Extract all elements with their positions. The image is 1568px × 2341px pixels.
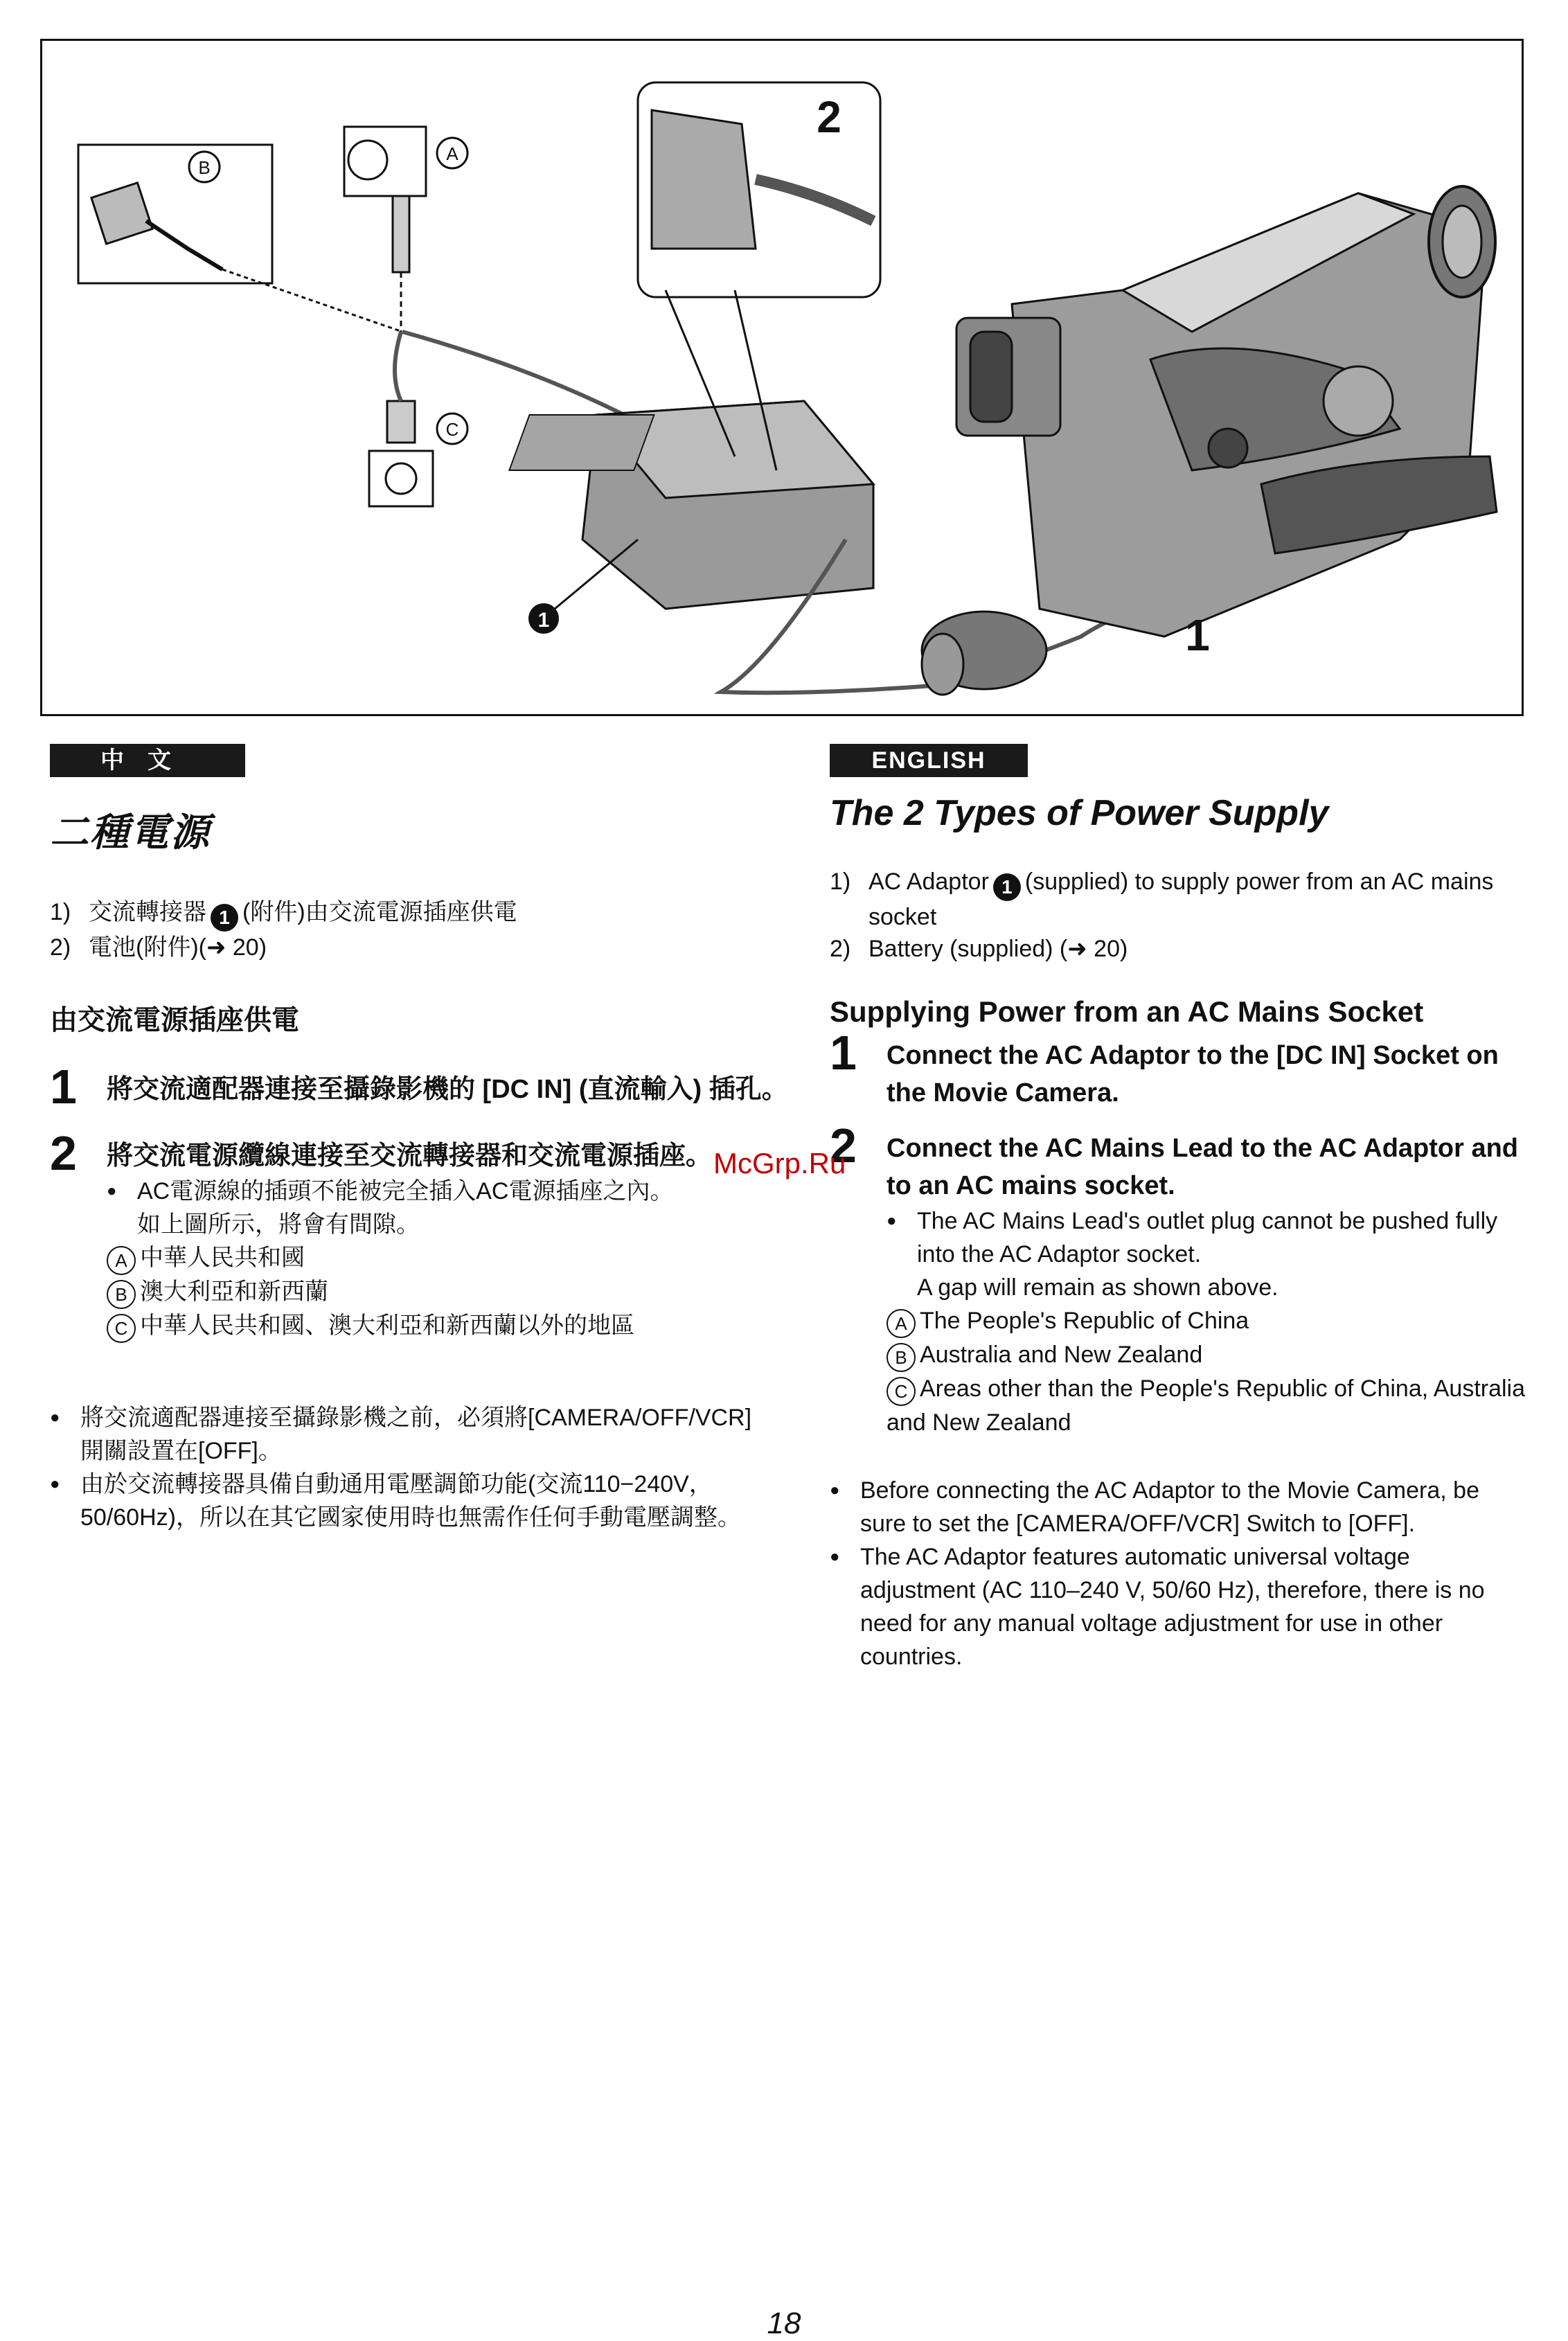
chinese-subhead: 由交流電源插座供電 [50,1005,299,1035]
list-item: ● Before connecting the AC Adaptor to the Movie Camera, be sure to set the [CAMERA/OFF/VCR] Switch to [OFF]. [830,1474,1529,1540]
plug-a-icon [344,127,426,332]
region-b: B 澳大利亞和新西蘭 [107,1275,791,1309]
region-a: A 中華人民共和國 [107,1241,791,1275]
list-item: ● AC電源線的插頭不能被完全插入AC電源插座之內。 如上圖所示，將會有間隙。 [107,1175,791,1241]
list-item: ● The AC Mains Lead's outlet plug cannot be pushed fully into the AC Adaptor socket. A gap will remain as shown above. [887,1204,1529,1304]
callout-2-number: 2 [817,92,841,142]
english-step-2-notes [830,1204,1529,1304]
adaptor-marker-number: 1 [537,609,550,632]
svg-text:C: C [445,419,459,440]
chinese-step-2-notes [50,1175,791,1241]
english-column [830,744,1529,1673]
illustration-frame [40,39,1524,716]
list-item: ● The AC Adaptor features automatic universal voltage adjustment (AC 110–240 V, 50/60 Hz), therefore, there is no need for any manual voltage adjustment for use in other countries. [830,1540,1529,1673]
connection-diagram [42,41,1522,714]
english-notes [830,1474,1529,1673]
english-title: The 2 Types of Power Supply [830,793,1329,833]
list-item: ● 由於交流轉接器具備自動通用電壓調節功能(交流110−240V，50/60Hz)，所以在其它國家使用時也無需作任何手動電壓調整。 [50,1468,770,1534]
circle-b-label [189,152,220,182]
plug-b-icon [78,145,272,283]
chinese-regions [50,1241,791,1343]
list-item: 2) Battery (supplied) (➜ 20) [830,936,1128,962]
circle-a-label [437,138,467,168]
chinese-step-2: 2 將交流電源纜線連接至交流轉接器和交流電源插座。 [50,1126,713,1180]
region-a: A The People's Republic of China [887,1304,1529,1338]
chinese-language-tab: 中文 [50,744,245,777]
english-step-2: 2 Connect the AC Mains Lead to the AC Adaptor and to an AC mains socket. [830,1119,1519,1200]
svg-text:B: B [198,157,211,178]
chinese-notes [50,1401,770,1534]
circle-c-label [437,413,467,444]
watermark-text: McGrp.Ru [713,1147,846,1180]
english-subhead: Supplying Power from an AC Mains Socket [830,995,1424,1028]
camcorder-illustration [956,186,1497,637]
list-item: 1) AC Adaptor 1 (supplied) to supply power from an AC mains socket [830,869,1494,930]
chinese-title: 二種電源 [50,810,211,854]
region-b: B Australia and New Zealand [887,1338,1529,1372]
english-step-1: 1 Connect the AC Adaptor to the [DC IN] Socket on the Movie Camera. [830,1026,1499,1107]
callout-1-number: 1 [1185,610,1210,660]
list-item: 1) 交流轉接器 1 (附件)由交流電源插座供電 [50,896,791,932]
chinese-step-1: 1 將交流適配器連接至攝錄影機的 [DC IN] (直流輸入) 插孔。 [50,1060,788,1114]
adaptor-marker-icon: 1 [993,873,1021,901]
list-item: 2) 電池(附件)(➜ 20) [50,934,267,961]
english-regions [830,1304,1529,1439]
ac-adaptor-illustration [509,401,873,609]
region-c: C 中華人民共和國、澳大利亞和新西蘭以外的地區 [107,1309,791,1343]
svg-text:A: A [446,143,458,164]
plug-c-icon [369,401,433,506]
ferrite-core-illustration [922,612,1046,695]
english-language-tab: ENGLISH [830,744,1028,777]
english-power-list [830,866,1529,965]
chinese-power-list [50,896,791,963]
page-number: 18 [767,2306,801,2340]
adaptor-marker-icon: 1 [211,904,238,932]
region-c: C Areas other than the People's Republic of China, Australia and New Zealand [887,1376,1526,1436]
list-item: ● 將交流適配器連接至攝錄影機之前，必須將[CAMERA/OFF/VCR]開關設置在[OFF]。 [50,1401,770,1468]
chinese-column [50,744,791,1534]
